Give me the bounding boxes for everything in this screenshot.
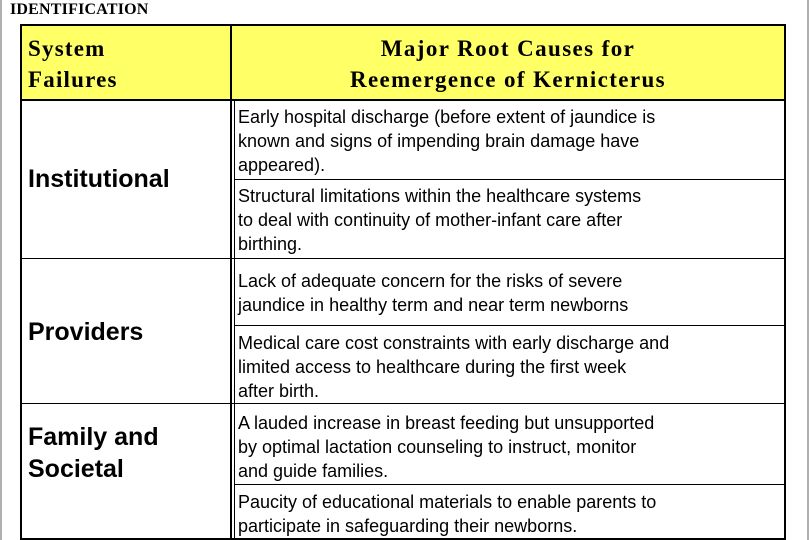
cell-divider xyxy=(234,484,784,485)
page-frame-left xyxy=(0,0,2,540)
header-root-causes xyxy=(232,33,784,95)
cause-line: by optimal lactation counseling to instruct, monitor xyxy=(238,437,637,457)
cause-lack-of-concern xyxy=(238,269,784,317)
cause-line: Medical care cost constraints with early discharge and xyxy=(238,333,670,353)
cause-line: Structural limitations within the healthcare systems xyxy=(238,186,642,206)
cause-line: and guide families. xyxy=(238,461,389,481)
cause-educational-materials xyxy=(238,490,784,538)
column-divider-inner xyxy=(234,99,235,538)
cause-line: jaundice in healthy term and near term newborns xyxy=(238,295,629,315)
category-institutional: Institutional xyxy=(28,165,170,193)
cause-line: limited access to healthcare during the first week xyxy=(238,357,627,377)
row-divider xyxy=(22,403,784,404)
cause-line: to deal with continuity of mother-infant care after xyxy=(238,210,623,230)
cause-line: appeared). xyxy=(238,155,326,175)
category-line: Societal xyxy=(28,455,124,483)
cause-line: Early hospital discharge (before extent of jaundice is xyxy=(238,107,656,127)
header-right-line: Major Root Causes for xyxy=(380,36,636,61)
page-frame-right xyxy=(807,0,809,540)
cause-breast-feeding xyxy=(238,411,784,483)
header-system-failures xyxy=(28,33,118,95)
cause-line: after birth. xyxy=(238,381,320,401)
row-divider xyxy=(22,258,784,259)
category-providers: Providers xyxy=(28,318,144,346)
cause-line: participate in safeguarding their newborns. xyxy=(238,516,578,536)
page-label: IDENTIFICATION xyxy=(10,1,149,18)
header-left-line: System xyxy=(28,36,106,61)
header-right-line: Reemergence of Kernicterus xyxy=(349,67,667,92)
cause-structural-limitations xyxy=(238,184,784,256)
cause-cost-constraints xyxy=(238,331,784,403)
cell-divider xyxy=(234,325,784,326)
cause-line: Paucity of educational materials to enable parents to xyxy=(238,492,657,512)
cause-line: known and signs of impending brain damage have xyxy=(238,131,640,151)
cause-line: A lauded increase in breast feeding but unsupported xyxy=(238,413,655,433)
cause-early-discharge xyxy=(238,105,784,177)
cause-line: birthing. xyxy=(238,234,303,254)
category-line: Family and xyxy=(28,423,159,451)
table-header-row xyxy=(22,26,784,101)
header-left-line: Failures xyxy=(28,67,118,92)
cell-divider xyxy=(234,179,784,180)
column-divider xyxy=(230,99,232,538)
root-causes-table xyxy=(20,24,786,540)
cause-line: Lack of adequate concern for the risks of severe xyxy=(238,271,623,291)
category-family-and-societal xyxy=(28,421,159,485)
